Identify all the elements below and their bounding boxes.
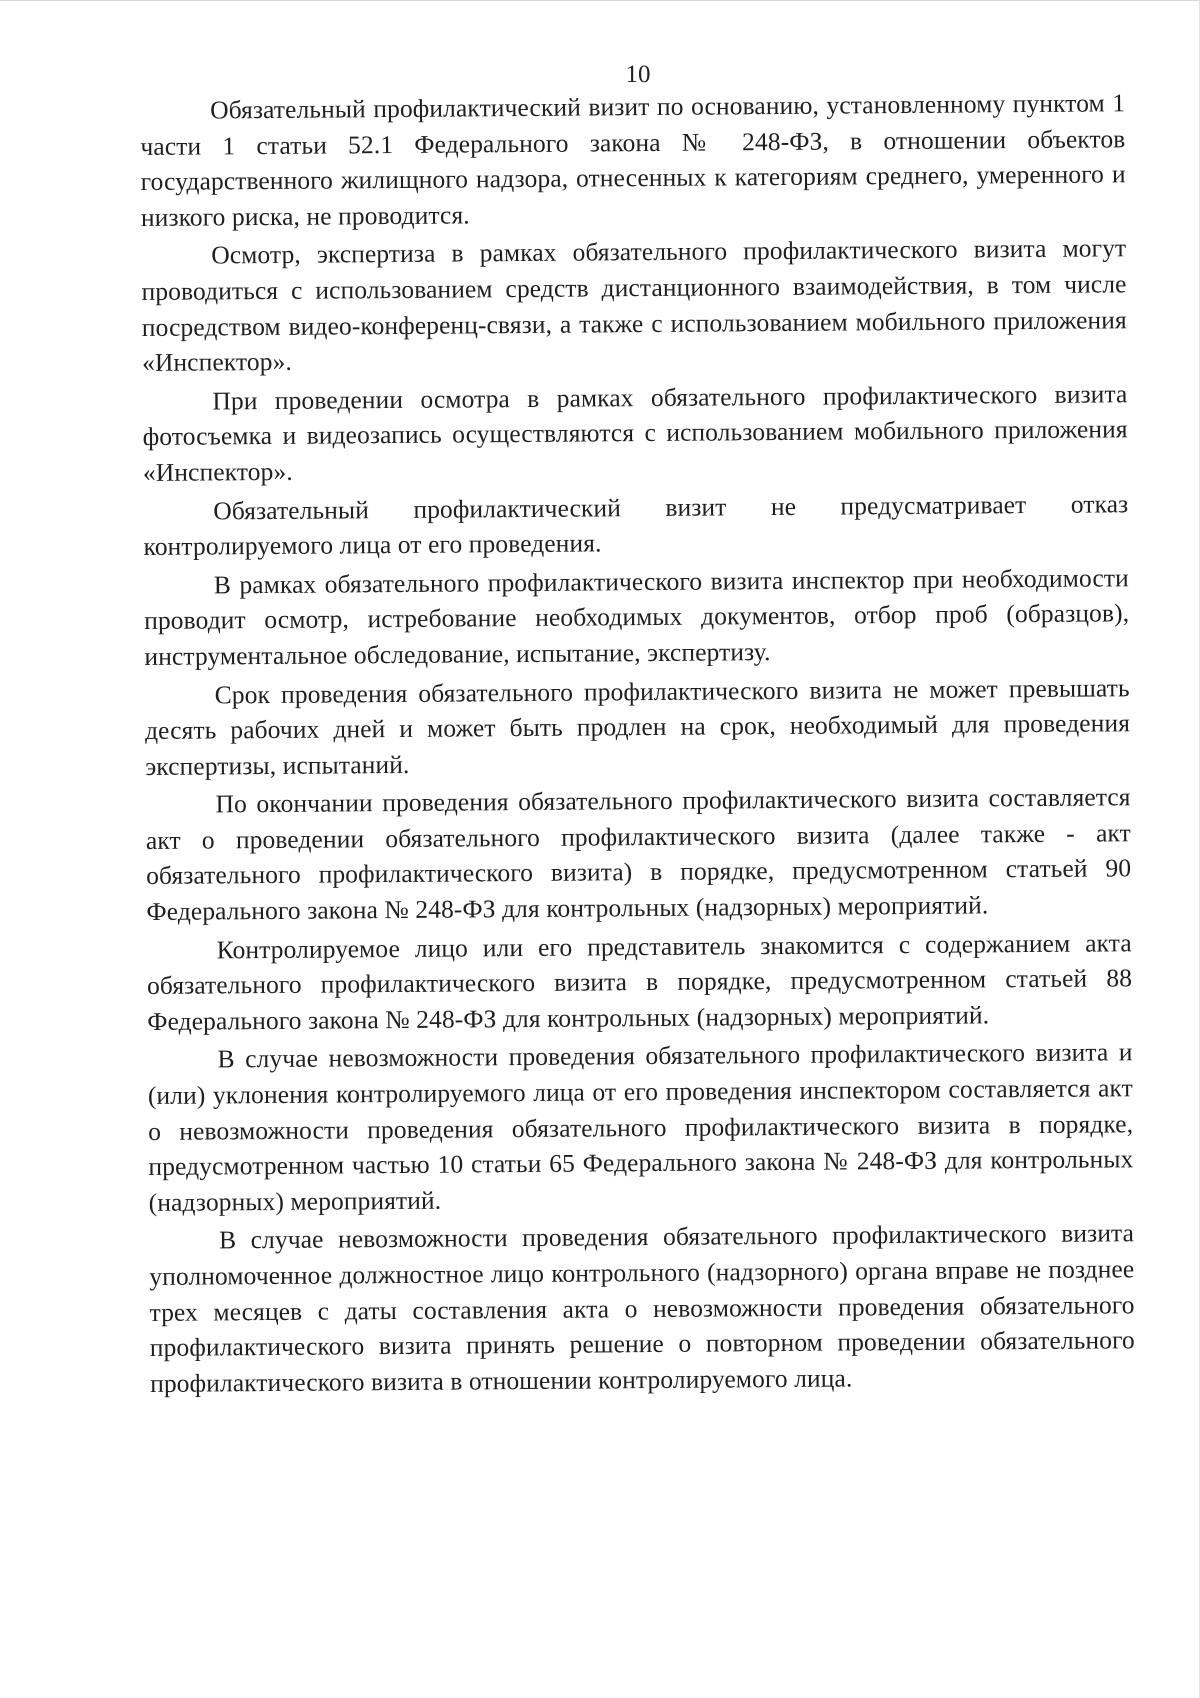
paragraph: По окончании проведения обязательного профилактического визита составляется акт о проведении обязательного профилактического визита (далее также - акт обязательного профилактического визита) в порядке, предусмотренном статьей 90 Федерального закона № 248-ФЗ для контрольных (надзорных) мероприятий.: [145, 782, 1132, 927]
paragraph: Срок проведения обязательного профилактического визита не может превышать десять рабочих дней и может быть продлен на срок, необходимый для проведения экспертизы, испытаний.: [144, 672, 1131, 781]
paragraph: Обязательный профилактический визит не предусматривает отказ контролируемого лица от его проведения.: [143, 488, 1129, 562]
paragraph: Осмотр, экспертиза в рамках обязательного профилактического визита могут проводиться с использованием средств дистанционного взаимодействия, в том числе посредством видео-конференц-связи, а также с использованием мобильного приложения «Инспектор».: [141, 233, 1127, 378]
paragraph: В случае невозможности проведения обязательного профилактического визита и (или) уклонения контролируемого лица от его проведения инспектором составляется акт о невозможности проведения обязательного профилактического визита в порядке, предусмотренном частью 10 статьи 65 Федерального закона № 248-ФЗ для контрольных (надзорных) мероприятий.: [147, 1037, 1134, 1217]
paragraph: Обязательный профилактический визит по основанию, установленному пунктом 1 части 1 статьи 52.1 Федерального закона № 248-ФЗ, в отношении объектов государственного жилищного надзора, отнесенных к категориям среднего, умеренного и низкого риска, не проводится.: [140, 88, 1126, 232]
paragraph: При проведении осмотра в рамках обязательного профилактического визита фотосъемка и видеозапись осуществляются с использованием мобильного приложения «Инспектор».: [142, 379, 1128, 487]
page-number: 10: [625, 61, 651, 88]
paragraph: В рамках обязательного профилактического визита инспектор при необходимости проводит осмотр, истребование необходимых документов, отбор проб (образцов), инструментальное обследование, испытание, экспертизу.: [144, 562, 1130, 671]
paragraph: Контролируемое лицо или его представитель знакомится с содержанием акта обязательного профилактического визита в порядке, предусмотренном статьей 88 Федерального закона № 248-ФЗ для контрольных (надзорных) мероприятий.: [146, 927, 1133, 1036]
paragraph: В случае невозможности проведения обязательного профилактического визита уполномоченное должностное лицо контрольного (надзорного) органа вправе не позднее трех месяцев с даты составления акта о невозможности проведения обязательного профилактического визита принять решение о повторном проведении обязательного профилактического визита в отношении контролируемого лица.: [149, 1218, 1135, 1398]
document-body: [140, 85, 1135, 1404]
